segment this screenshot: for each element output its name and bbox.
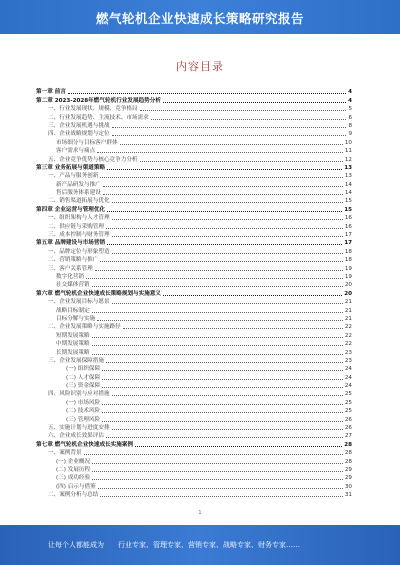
toc-entry[interactable] (36, 431, 352, 439)
toc-leader-dots (97, 320, 343, 321)
toc-entry[interactable] (36, 330, 352, 338)
toc-entry[interactable] (36, 314, 352, 322)
toc-leader-dots (123, 328, 343, 329)
toc-entry-label: 市场细分与目标客户群体 (56, 139, 118, 146)
toc-entry[interactable] (36, 364, 352, 372)
toc-entry-label: 三、成本控制与财务管理 (48, 232, 110, 239)
toc-leader-dots (102, 387, 343, 388)
toc-leader-dots (120, 144, 343, 145)
toc-entry[interactable] (36, 322, 352, 330)
table-of-contents (36, 87, 352, 498)
toc-entry-page: 8 (348, 122, 352, 129)
toc-entry[interactable] (36, 347, 352, 355)
toc-entry-label: 二、案例分析与总结 (48, 492, 99, 499)
footer-slogan: 让每个人都能成为 (48, 541, 104, 549)
toc-leader-dots (92, 345, 343, 346)
toc-entry[interactable] (36, 456, 352, 464)
toc-entry-label: 数字化营销 (56, 273, 84, 280)
toc-entry-label: (一) 企业概况 (56, 458, 91, 465)
toc-entry-page: 10 (344, 139, 352, 146)
toc-leader-dots (92, 337, 343, 338)
toc-leader-dots (102, 370, 343, 371)
toc-entry-label: (三) 管理风险 (66, 416, 101, 423)
toc-entry-page: 9 (348, 131, 352, 138)
toc-entry[interactable] (36, 406, 352, 414)
toc-leader-dots (98, 488, 343, 489)
toc-entry-page: 11 (344, 148, 352, 155)
toc-entry-page: 19 (344, 273, 352, 280)
toc-entry[interactable] (36, 255, 352, 263)
toc-entry[interactable] (36, 397, 352, 405)
toc-leader-dots (102, 404, 343, 405)
toc-entry-page: 18 (344, 257, 352, 264)
toc-entry-label: 四、风险识别与应对措施 (48, 391, 110, 398)
toc-leader-dots (151, 119, 347, 120)
toc-entry-label: 第七章 燃气轮机企业快速成长实施案例 (36, 441, 134, 448)
toc-entry-label: 二、行业发展趋势、主流技术、市场需求 (48, 114, 149, 121)
toc-entry-label: 第一章 前言 (36, 89, 66, 96)
toc-entry-page: 14 (344, 181, 352, 188)
toc-leader-dots (112, 219, 343, 220)
toc-entry-label: 六、企业成长效果评估 (48, 433, 104, 440)
toc-entry-label: 第五章 品牌建设与市场营销 (36, 240, 106, 247)
toc-entry-page: 21 (344, 307, 352, 314)
toc-leader-dots (107, 244, 342, 245)
toc-entry[interactable] (36, 272, 352, 280)
toc-leader-dots (163, 102, 346, 103)
toc-entry-label: 社交媒体营销 (56, 282, 90, 289)
toc-entry-page: 21 (344, 315, 352, 322)
toc-leader-dots (103, 194, 343, 195)
toc-entry-page: 18 (344, 248, 352, 255)
toc-entry-page: 5 (348, 106, 352, 113)
toc-entry[interactable] (36, 179, 352, 187)
toc-entry-page: 26 (344, 416, 352, 423)
toc-entry[interactable] (36, 104, 352, 112)
toc-entry-label: (二) 人才保障 (66, 374, 101, 381)
toc-leader-dots (102, 379, 343, 380)
toc-entry[interactable] (36, 473, 352, 481)
toc-entry-page: 23 (344, 349, 352, 356)
toc-leader-dots (112, 127, 347, 128)
toc-entry[interactable] (36, 448, 352, 456)
toc-entry-page: 27 (344, 433, 352, 440)
toc-leader-dots (112, 253, 343, 254)
toc-leader-dots (92, 463, 343, 464)
toc-entry-page: 23 (344, 357, 352, 364)
report-title: 燃气轮机企业快速成长策略研究报告 (95, 11, 304, 26)
toc-entry[interactable] (36, 414, 352, 422)
toc-leader-dots (106, 362, 343, 363)
toc-entry-page: 17 (344, 240, 352, 247)
toc-entry-page: 20 (344, 290, 352, 297)
toc-entry-page: 15 (344, 206, 352, 213)
toc-entry[interactable] (36, 163, 352, 171)
toc-leader-dots (135, 446, 342, 447)
toc-leader-dots (112, 135, 347, 136)
toc-entry[interactable] (36, 112, 352, 120)
toc-entry[interactable] (36, 146, 352, 154)
toc-entry-page: 15 (344, 198, 352, 205)
toc-leader-dots (97, 152, 343, 153)
toc-leader-dots (112, 303, 343, 304)
footer-banner (0, 525, 400, 565)
toc-entry-page: 25 (344, 391, 352, 398)
toc-leader-dots (112, 236, 343, 237)
toc-entry[interactable] (36, 263, 352, 271)
toc-entry[interactable] (36, 465, 352, 473)
toc-entry[interactable] (36, 339, 352, 347)
toc-leader-dots (112, 429, 343, 430)
toc-entry[interactable] (36, 87, 352, 95)
toc-entry-label: 一、品牌定位与形象塑造 (48, 248, 110, 255)
toc-entry-label: 三、客户关系管理 (48, 265, 93, 272)
footer-tags: 行业专家、管理专家、营销专家、战略专家、财务专家…… (118, 541, 300, 549)
toc-leader-dots (112, 202, 343, 203)
toc-entry-label: 二、营销策略与推广 (48, 257, 99, 264)
toc-entry-label: 一、案例背景 (48, 450, 82, 457)
toc-entry-page: 19 (344, 265, 352, 272)
toc-entry-page: 17 (344, 232, 352, 239)
toc-entry-label: (三) 成功经验 (56, 475, 91, 482)
toc-entry-page: 13 (344, 173, 352, 180)
toc-entry-label: 第二章 2023-2028年燃气轮机行业发展趋势分析 (36, 97, 161, 104)
toc-entry-label: (四) 启示与借鉴 (56, 483, 96, 490)
toc-entry-label: 目标分解与实施 (56, 315, 96, 322)
toc-leader-dots (84, 454, 343, 455)
toc-entry-label: 一、企业发展目标与愿景 (48, 299, 110, 306)
page-number: 1 (198, 510, 202, 516)
toc-leader-dots (106, 437, 343, 438)
toc-entry[interactable] (36, 230, 352, 238)
toc-entry-label: 战略目标制定 (56, 307, 90, 314)
toc-leader-dots (100, 177, 343, 178)
toc-entry-page: 21 (344, 299, 352, 306)
toc-entry[interactable] (36, 171, 352, 179)
toc-entry-page: 29 (344, 466, 352, 473)
toc-entry[interactable] (36, 381, 352, 389)
toc-entry-label: 二、供应链与采购管理 (48, 223, 104, 230)
toc-leader-dots (112, 395, 343, 396)
toc-entry-label: 中期发展策略 (56, 341, 90, 348)
toc-entry-label: 售后服务体系建设 (56, 190, 101, 197)
toc-entry-label: 一、产品与服务创新 (48, 173, 99, 180)
toc-leader-dots (107, 169, 342, 170)
toc-leader-dots (92, 354, 343, 355)
toc-entry[interactable] (36, 490, 352, 498)
toc-entry-page: 24 (344, 374, 352, 381)
toc-entry[interactable] (36, 356, 352, 364)
toc-entry[interactable] (36, 121, 352, 129)
toc-entry-page: 26 (344, 425, 352, 432)
toc-entry[interactable] (36, 423, 352, 431)
toc-leader-dots (140, 161, 343, 162)
toc-entry-page: 4 (348, 97, 352, 104)
toc-entry[interactable] (36, 137, 352, 145)
toc-entry[interactable] (36, 246, 352, 254)
toc-entry-page: 29 (344, 475, 352, 482)
toc-entry-page: 28 (344, 441, 352, 448)
toc-entry-label: 三、企业发展机遇与挑战 (48, 122, 110, 129)
toc-entry[interactable] (36, 196, 352, 204)
toc-entry-page: 4 (348, 89, 352, 96)
toc-entry-label: 三、企业发展保障措施 (48, 357, 104, 364)
toc-leader-dots (140, 110, 347, 111)
toc-entry-label: (二) 发展历程 (56, 466, 91, 473)
toc-entry[interactable] (36, 372, 352, 380)
toc-entry-page: 24 (344, 383, 352, 390)
toc-entry-label: (一) 市场风险 (66, 399, 101, 406)
toc-entry[interactable] (36, 213, 352, 221)
toc-leader-dots (95, 270, 343, 271)
toc-entry[interactable] (36, 280, 352, 288)
toc-entry-label: 第三章 业务拓展与渠道策略 (36, 164, 106, 171)
toc-entry-label: (三) 资金保障 (66, 383, 101, 390)
toc-entry-page: 28 (344, 458, 352, 465)
toc-entry[interactable] (36, 221, 352, 229)
toc-entry-page: 22 (344, 341, 352, 348)
toc-leader-dots (92, 286, 343, 287)
toc-entry-page: 28 (344, 450, 352, 457)
toc-entry-label: 新产品研发与推广 (56, 181, 101, 188)
report-header (0, 0, 400, 34)
toc-leader-dots (68, 93, 346, 94)
toc-entry-label: 一、行业发展现状、规模、竞争格局 (48, 106, 138, 113)
toc-entry-label: 四、企业战略规划与定位 (48, 131, 110, 138)
toc-entry-label: 五、企业竞争优势与核心竞争力分析 (48, 156, 138, 163)
toc-leader-dots (102, 421, 343, 422)
toc-entry-label: 二、销售渠道拓展与优化 (48, 198, 110, 205)
toc-entry-page: 14 (344, 190, 352, 197)
toc-entry[interactable] (36, 238, 352, 246)
toc-leader-dots (106, 228, 343, 229)
toc-entry-page: 22 (344, 324, 352, 331)
toc-entry[interactable] (36, 389, 352, 397)
toc-entry-page: 31 (344, 492, 352, 499)
toc-entry-page: 20 (344, 282, 352, 289)
toc-entry[interactable] (36, 129, 352, 137)
toc-entry-label: 第六章 燃气轮机企业快速成长策略规划与实施意义 (36, 290, 162, 297)
toc-entry[interactable] (36, 439, 352, 447)
toc-entry-page: 30 (344, 483, 352, 490)
toc-entry-page: 24 (344, 366, 352, 373)
toc-leader-dots (92, 312, 343, 313)
toc-entry[interactable] (36, 297, 352, 305)
toc-entry-label: 第四章 企业运营与管理优化 (36, 206, 106, 213)
toc-entry-page: 16 (344, 223, 352, 230)
toc-entry-page: 16 (344, 215, 352, 222)
toc-entry-label: 一、组织架构与人才管理 (48, 215, 110, 222)
toc-entry-label: 二、企业发展策略与实施路径 (48, 324, 121, 331)
toc-entry-label: 短期发展策略 (56, 332, 90, 339)
toc-leader-dots (86, 278, 343, 279)
toc-entry[interactable] (36, 481, 352, 489)
toc-entry[interactable] (36, 154, 352, 162)
toc-entry-page: 25 (344, 408, 352, 415)
toc-leader-dots (92, 479, 343, 480)
toc-entry-label: (二) 技术风险 (66, 408, 101, 415)
toc-leader-dots (100, 496, 343, 497)
toc-leader-dots (102, 412, 343, 413)
toc-entry-label: 客户需求与痛点 (56, 148, 96, 155)
toc-entry[interactable] (36, 95, 352, 103)
toc-leader-dots (103, 186, 343, 187)
toc-entry-page: 22 (344, 332, 352, 339)
toc-leader-dots (92, 471, 343, 472)
toc-entry-page: 13 (344, 164, 352, 171)
toc-heading: 内容目录 (176, 60, 224, 73)
toc-leader-dots (107, 211, 342, 212)
toc-leader-dots (100, 261, 343, 262)
toc-entry-page: 25 (344, 399, 352, 406)
toc-entry-label: (一) 组织保障 (66, 366, 101, 373)
toc-entry-page: 6 (348, 114, 352, 121)
toc-entry-label: 长期发展策略 (56, 349, 90, 356)
toc-entry[interactable] (36, 204, 352, 212)
toc-entry[interactable] (36, 188, 352, 196)
toc-entry[interactable] (36, 305, 352, 313)
toc-entry[interactable] (36, 288, 352, 296)
toc-entry-label: 五、实施计划与进度安排 (48, 425, 110, 432)
toc-leader-dots (163, 295, 342, 296)
toc-entry-page: 12 (344, 156, 352, 163)
